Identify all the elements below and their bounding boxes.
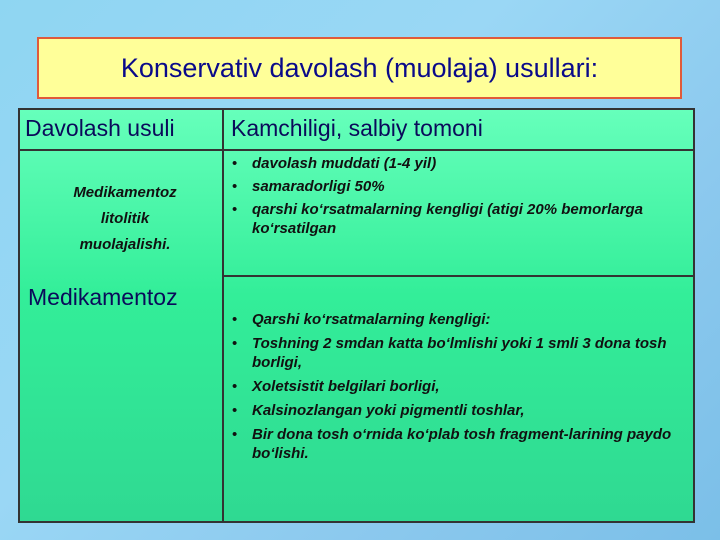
- bullet-icon: •: [232, 178, 238, 195]
- list-item: • Qarshi ko‘rsatmalarning kengligi:: [232, 311, 491, 328]
- row1-method-line: litolitik: [100, 210, 150, 227]
- list-item: • samaradorligi 50%: [232, 178, 385, 195]
- list-item: • qarshi ko‘rsatmalarning kengligi (atigi 20% bemorlarga ko‘rsatilgan: [232, 201, 643, 237]
- bullet-icon: •: [232, 201, 238, 218]
- row1-method: [40, 180, 210, 258]
- title-box: [37, 37, 682, 99]
- list-item: • Xoletsistit belgilari borligi,: [232, 378, 440, 395]
- list-item: • Toshning 2 smdan katta bo‘lmlishi yoki 1 smli 3 dona tosh borligi,: [232, 335, 667, 371]
- row-divider: [222, 275, 695, 277]
- row1-method-line: Medikamentoz: [73, 184, 177, 201]
- bullet-icon: •: [232, 311, 238, 328]
- row1-defect-list: [228, 154, 688, 242]
- row1-method-line: muolajalishi.: [79, 236, 171, 253]
- header-divider: [20, 149, 693, 151]
- column-divider: [222, 110, 224, 521]
- header-method: Davolash usuli: [25, 115, 175, 141]
- bullet-icon: •: [232, 378, 238, 395]
- bullet-icon: •: [232, 426, 238, 443]
- content-table: [18, 108, 695, 523]
- list-item: • Kalsinozlangan yoki pigmentli toshlar,: [232, 402, 525, 419]
- list-item: • davolash muddati (1-4 yil): [232, 155, 437, 172]
- header-defect: Kamchiligi, salbiy tomoni: [231, 115, 483, 141]
- bullet-icon: •: [232, 155, 238, 172]
- bullet-icon: •: [232, 402, 238, 419]
- row2-defect-list: [228, 310, 688, 468]
- row2-method: Medikamentoz: [28, 284, 178, 310]
- list-item: • Bir dona tosh o‘rnida ko‘plab tosh fragment-larining paydo bo‘lishi.: [232, 426, 672, 462]
- bullet-icon: •: [232, 335, 238, 352]
- slide-title: Konservativ davolash (muolaja) usullari:: [120, 52, 599, 83]
